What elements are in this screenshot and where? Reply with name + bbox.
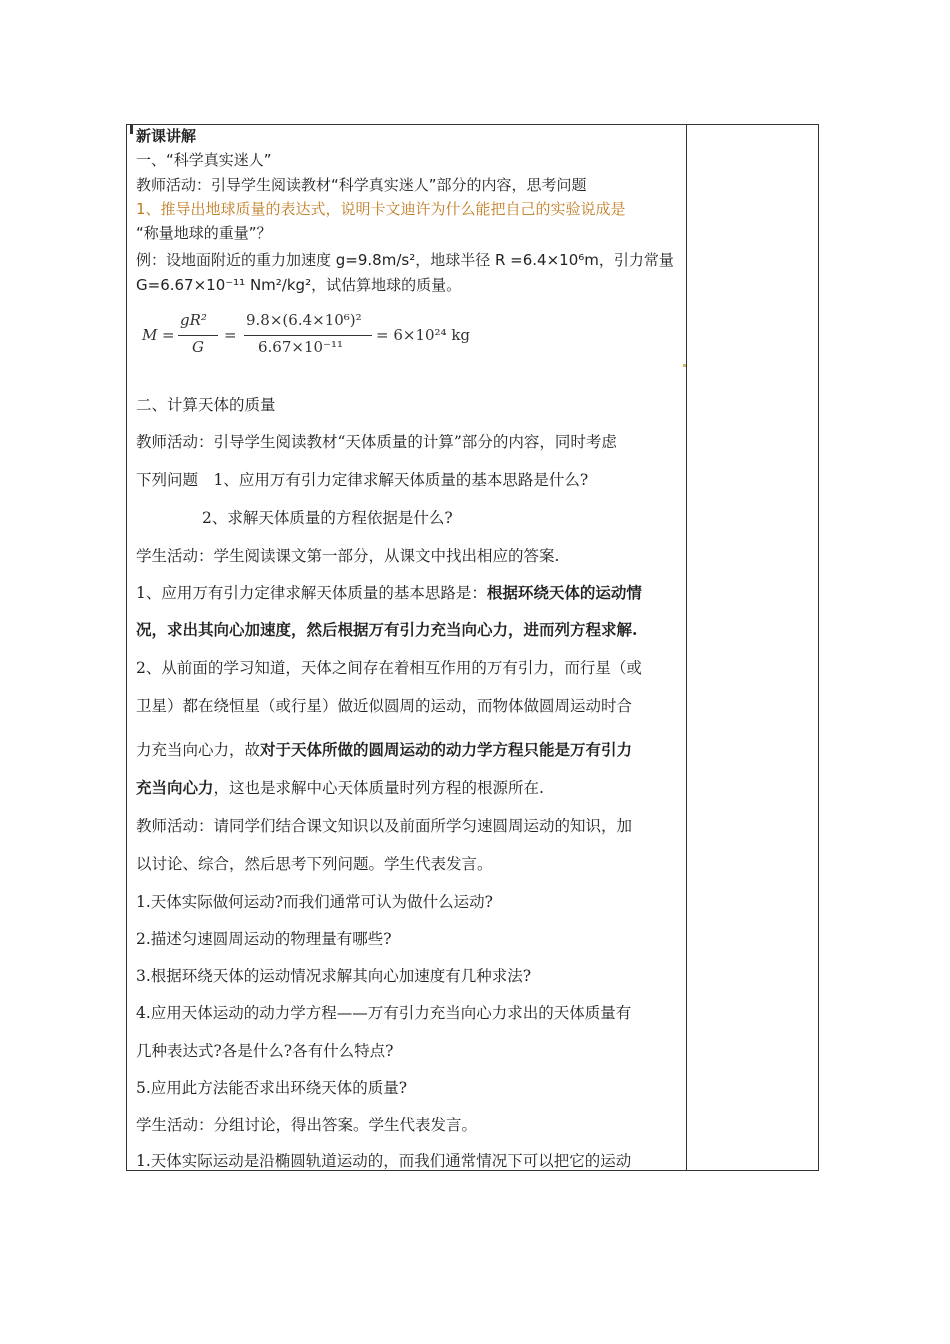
part2-question2: 2、求解天体质量的方程依据是什么?: [202, 509, 453, 527]
teacher-activity2-line2: 以讨论、综合，然后思考下列问题。学生代表发言。: [136, 855, 493, 873]
section-header: 新课讲解: [136, 127, 197, 145]
stray-mark: [683, 364, 686, 367]
part2-student-activity: 学生活动：学生阅读课文第一部分，从课文中找出相应的答案.: [136, 547, 560, 565]
formula-frac1-den: G: [192, 338, 204, 356]
part2-teacher-activity: 教师活动：引导学生阅读教材“天体质量的计算”部分的内容，同时考虑: [136, 433, 617, 451]
answer1-line2: 况，求出其向心加速度，然后根据万有引力充当向心力，进而列方程求解.: [136, 620, 638, 639]
list-item: 1.天体实际做何运动?而我们通常可认为做什么运动?: [136, 893, 493, 911]
answer-item1: 1.天体实际运动是沿椭圆轨道运动的，而我们通常情况下可以把它的运动: [136, 1152, 632, 1170]
example-line1: 例：设地面附近的重力加速度 g=9.8m/s²，地球半径 R =6.4×10⁶m，引力常量: [136, 251, 674, 269]
fraction-bar-1: [178, 335, 218, 336]
formula-lhs: M: [142, 326, 158, 344]
part1-question-line1: 1、推导出地球质量的表达式，说明卡文迪许为什么能把自己的实验说成是: [136, 200, 626, 218]
answer2-line2: 卫星）都在绕恒星（或行星）做近似圆周的运动，而物体做圆周运动时合: [136, 697, 633, 715]
answer2-line1: 2、从前面的学习知道，天体之间存在着相互作用的万有引力，而行星（或: [136, 659, 642, 677]
answer1-line1: 1、应用万有引力定律求解天体质量的基本思路是：根据环绕天体的运动情: [136, 583, 642, 602]
table-corner-mark: [130, 124, 133, 134]
list-item: 几种表达式?各是什么?各有什么特点?: [136, 1042, 394, 1060]
student-activity2: 学生活动：分组讨论，得出答案。学生代表发言。: [136, 1116, 478, 1134]
answer2-line4: 充当向心力，这也是求解中心天体质量时列方程的根源所在.: [136, 778, 544, 797]
list-item: 4.应用天体运动的动力学方程——万有引力充当向心力求出的天体质量有: [136, 1004, 632, 1022]
example-line2: G=6.67×10⁻¹¹ Nm²/kg²，试估算地球的质量。: [136, 276, 462, 294]
formula-frac2-den: 6.67×10⁻¹¹: [258, 338, 343, 356]
answer2-line3: 力充当向心力，故对于天体所做的圆周运动的动力学方程只能是万有引力: [136, 740, 633, 759]
list-item: 2.描述匀速圆周运动的物理量有哪些?: [136, 930, 392, 948]
teacher-activity2-line1: 教师活动：请同学们结合课文知识以及前面所学匀速圆周运动的知识，加: [136, 817, 633, 835]
formula-frac2-num: 9.8×(6.4×10⁶)²: [246, 311, 362, 329]
formula-frac1-num: gR²: [180, 311, 207, 329]
list-item: 5.应用此方法能否求出环绕天体的质量?: [136, 1079, 408, 1097]
part1-question-line2: “称量地球的重量”？: [136, 224, 272, 242]
part2-heading: 二、计算天体的质量: [136, 396, 276, 414]
table-column-divider: [686, 124, 687, 1171]
formula-result: = 6×10²⁴ kg: [376, 326, 471, 344]
part1-heading: 一、“科学真实迷人”: [136, 151, 272, 169]
list-item: 3.根据环绕天体的运动情况求解其向心加速度有几种求法?: [136, 967, 532, 985]
part2-question1: 下列问题 1、应用万有引力定律求解天体质量的基本思路是什么?: [136, 471, 589, 489]
fraction-bar-2: [244, 335, 372, 336]
part1-teacher-activity: 教师活动：引导学生阅读教材“科学真实迷人”部分的内容，思考问题: [136, 176, 587, 194]
